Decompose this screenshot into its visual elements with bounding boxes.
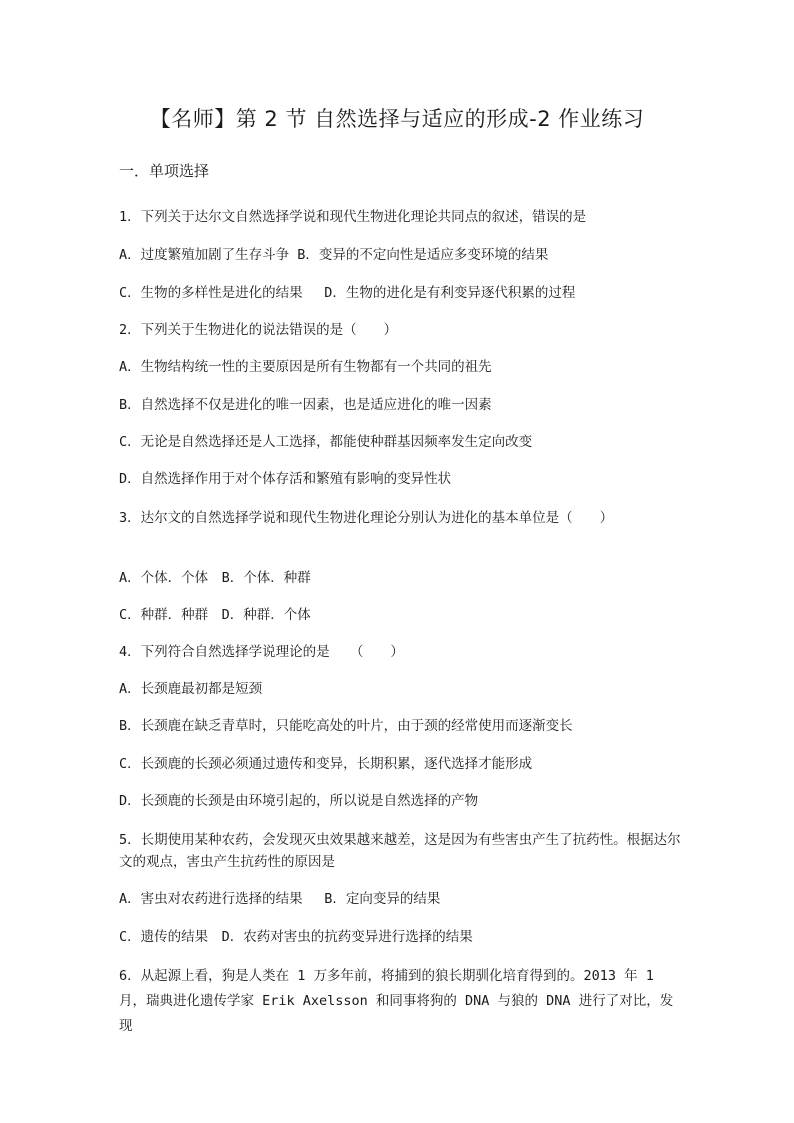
question-3-stem: 3．达尔文的自然选择学说和现代生物进化理论分别认为进化的基本单位是（ ） bbox=[119, 510, 614, 526]
document-title: 【名师】第 2 节 自然选择与适应的形成-2 作业练习 bbox=[149, 107, 645, 131]
section-heading: 一．单项选择 bbox=[119, 162, 210, 180]
question-1-option-ab: A．过度繁殖加剧了生存斗争 B．变异的不定向性是适应多变环境的结果 bbox=[119, 247, 549, 263]
question-3-option-cd: C．种群．种群 D．种群．个体 bbox=[119, 607, 311, 623]
question-2-option-b: B．自然选择不仅是进化的唯一因素，也是适应进化的唯一因素 bbox=[119, 397, 492, 413]
question-2-option-a: A．生物结构统一性的主要原因是所有生物都有一个共同的祖先 bbox=[119, 359, 492, 375]
question-4-option-d: D．长颈鹿的长颈是由环境引起的，所以说是自然选择的产物 bbox=[119, 793, 479, 809]
question-5-option-ab: A．害虫对农药进行选择的结果 B．定向变异的结果 bbox=[119, 891, 441, 907]
question-2-stem: 2．下列关于生物进化的说法错误的是（ ） bbox=[119, 322, 398, 338]
question-1-stem: 1．下列关于达尔文自然选择学说和现代生物进化理论共同点的叙述，错误的是 bbox=[119, 209, 587, 225]
question-2-option-c: C．无论是自然选择还是人工选择，都能使种群基因频率发生定向改变 bbox=[119, 434, 533, 450]
question-2-option-d: D．自然选择作用于对个体存活和繁殖有影响的变异性状 bbox=[119, 471, 452, 487]
question-5-stem: 5．长期使用某种农药，会发现灭虫效果越来越差，这是因为有些害虫产生了抗药性。根据达尔文的观点，害虫产生抗药性的原因是 bbox=[119, 832, 681, 870]
question-4-option-a: A．长颈鹿最初都是短颈 bbox=[119, 681, 263, 697]
question-1-option-cd: C．生物的多样性是进化的结果 D．生物的进化是有利变异逐代积累的过程 bbox=[119, 285, 576, 301]
question-3-option-ab: A．个体．个体 B．个体．种群 bbox=[119, 570, 311, 586]
question-5-option-cd: C．遗传的结果 D．农药对害虫的抗药变异进行选择的结果 bbox=[119, 929, 473, 945]
question-6-stem: 6．从起源上看，狗是人类在 1 万多年前，将捕到的狼长期驯化培育得到的。2013 年 1 月，瑞典进化遗传学家 Erik Axelsson 和同事将狗的 DNA 与狼的 DNA 进行了对比，发现 bbox=[119, 968, 674, 1034]
question-4-option-b: B．长颈鹿在缺乏青草时，只能吃高处的叶片，由于颈的经常使用而逐渐变长 bbox=[119, 718, 573, 734]
question-4-option-c: C．长颈鹿的长颈必须通过遗传和变异，长期积累，逐代选择才能形成 bbox=[119, 756, 533, 772]
question-4-stem: 4．下列符合自然选择学说理论的是 （ ） bbox=[119, 644, 404, 660]
